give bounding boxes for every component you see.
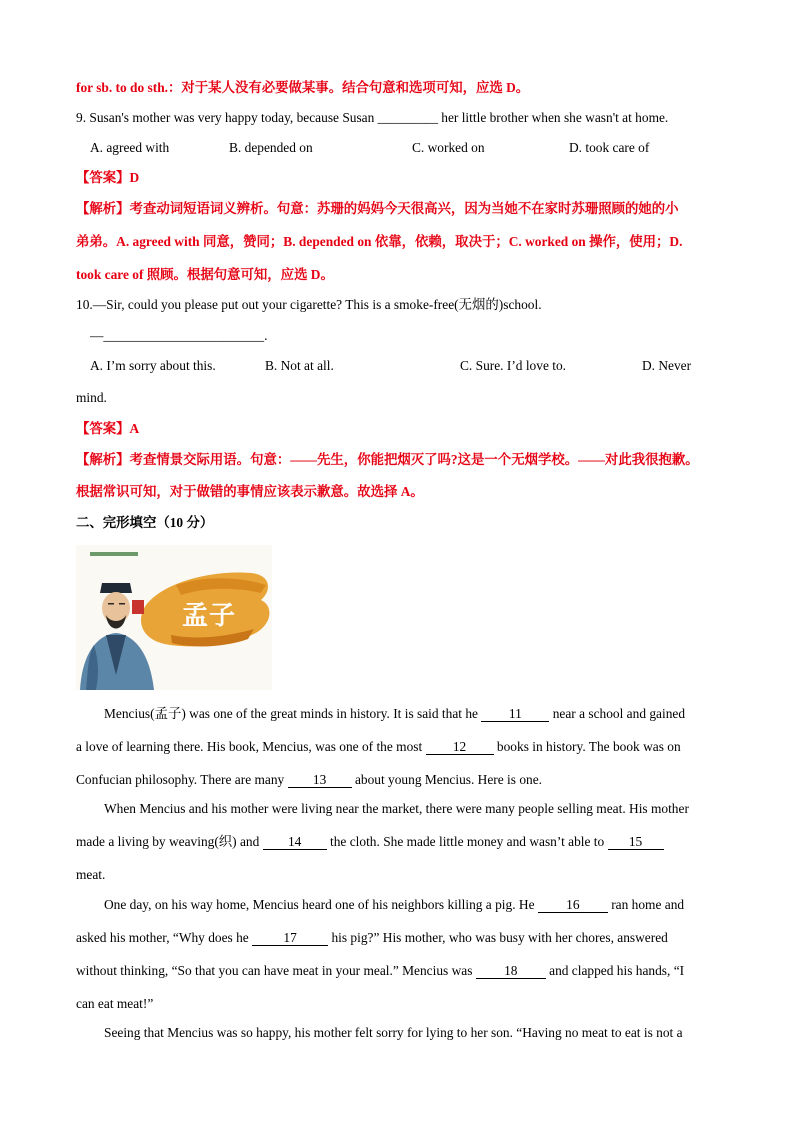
- q9-analysis-line2: 弟弟。A. agreed with 同意，赞同；B. depended on 依靠，依赖，取决于；C. worked on 操作，使用；D.: [76, 234, 683, 249]
- blank-15: 15: [608, 834, 664, 850]
- blank-16: 16: [538, 897, 608, 913]
- p1-l2-a: a love of learning there. His book, Mencius, was one of the most: [76, 739, 426, 754]
- q9-blank: _________: [377, 110, 438, 125]
- p3-l3-a: without thinking, “So that you can have meat in your meal.” Mencius was: [76, 963, 476, 978]
- q10-reply: [90, 327, 267, 345]
- p3-l1-a: One day, on his way home, Mencius heard one of his neighbors killing a pig. He: [104, 897, 538, 912]
- q9-answer: 【答案】D: [76, 170, 140, 185]
- p1-l1-a: Mencius(孟子) was one of the great minds in history. It is said that he: [104, 706, 482, 721]
- q10-reply-dash: —: [90, 328, 104, 343]
- q9-option-b: B. depended on: [229, 140, 313, 155]
- blank-11: 11: [481, 706, 549, 722]
- blank-13: 13: [288, 772, 352, 788]
- q10-option-c: C. Sure. I’d love to.: [460, 358, 566, 373]
- q10-option-d-cont: mind.: [76, 390, 107, 405]
- p3-line3: [76, 962, 684, 980]
- p1-l1-b: near a school and gained: [549, 706, 686, 721]
- p3-line2: [76, 929, 668, 947]
- p1-l3-a: Confucian philosophy. There are many: [76, 772, 288, 787]
- q9-option-a: A. agreed with: [90, 140, 170, 155]
- p4-line1: Seeing that Mencius was so happy, his mother felt sorry for lying to her son. “Having no meat to eat is not a: [104, 1025, 683, 1040]
- blank-17: 17: [252, 930, 328, 946]
- q9-analysis-line1: 【解析】考查动词短语词义辨析。句意：苏珊的妈妈今天很高兴，因为当她不在家时苏珊照顾的她的小: [76, 201, 679, 216]
- p3-line1: [104, 896, 684, 914]
- q9-stem-after: her little brother when she wasn't at home.: [437, 110, 669, 125]
- q9-options: [76, 139, 726, 157]
- p3-l1-b: ran home and: [607, 897, 685, 912]
- q10-option-a: A. I’m sorry about this.: [90, 358, 216, 373]
- blank-12: 12: [426, 739, 494, 755]
- image-title: 孟子: [182, 601, 237, 631]
- q9-stem-before: 9. Susan's mother was very happy today, because Susan: [76, 110, 378, 125]
- p2-l2-a: made a living by weaving(织) and: [76, 834, 263, 849]
- section-title: 二、完形填空（10 分）: [76, 515, 214, 530]
- q10-stem: 10.—Sir, could you please put out your cigarette? This is a smoke-free(无烟的)school.: [76, 297, 542, 312]
- q10-options: [76, 357, 726, 375]
- q9-analysis-line3: took care of 照顾。根据句意可知，应选 D。: [76, 267, 334, 282]
- q10-answer: 【答案】A: [76, 421, 140, 436]
- q10-option-d: D. Never: [642, 358, 692, 373]
- p1-l3-b: about young Mencius. Here is one.: [351, 772, 542, 787]
- p3-line4: can eat meat!”: [76, 996, 154, 1011]
- q10-analysis-line2: 根据常识可知，对于做错的事情应该表示歉意。故选择 A。: [76, 484, 424, 499]
- blank-18: 18: [476, 963, 546, 979]
- p2-line1: When Mencius and his mother were living near the market, there were many people selling meat. His mother: [104, 801, 689, 816]
- q10-reply-end: .: [264, 328, 268, 343]
- q10-reply-blank: ________________________: [103, 328, 265, 343]
- p1-line3: [76, 771, 542, 789]
- q10-option-b: B. Not at all.: [265, 358, 334, 373]
- q9-option-d: D. took care of: [569, 140, 650, 155]
- p2-line3: meat.: [76, 867, 106, 882]
- mencius-portrait-image: [76, 545, 272, 690]
- mencius-illustration: [76, 545, 272, 690]
- p3-l2-b: his pig?” His mother, who was busy with her chores, answered: [328, 930, 668, 945]
- p2-l2-b: the cloth. She made little money and wasn’t able to: [326, 834, 608, 849]
- p3-l3-b: and clapped his hands, “I: [545, 963, 685, 978]
- p1-line2: [76, 738, 681, 756]
- p3-l2-a: asked his mother, “Why does he: [76, 930, 253, 945]
- q9-option-c: C. worked on: [412, 140, 485, 155]
- q8-analysis-tail: for sb. to do sth.：对于某人没有必要做某事。结合句意和选项可知，应选 D。: [76, 80, 530, 95]
- blank-14: 14: [263, 834, 327, 850]
- q10-analysis-line1: 【解析】考查情景交际用语。句意：——先生，你能把烟灭了吗?这是一个无烟学校。——对此我很抱歉。: [76, 452, 699, 467]
- p1-line1: [104, 705, 685, 723]
- p2-line2: [76, 833, 664, 851]
- q9-stem: [76, 109, 668, 127]
- p1-l2-b: books in history. The book was on: [493, 739, 681, 754]
